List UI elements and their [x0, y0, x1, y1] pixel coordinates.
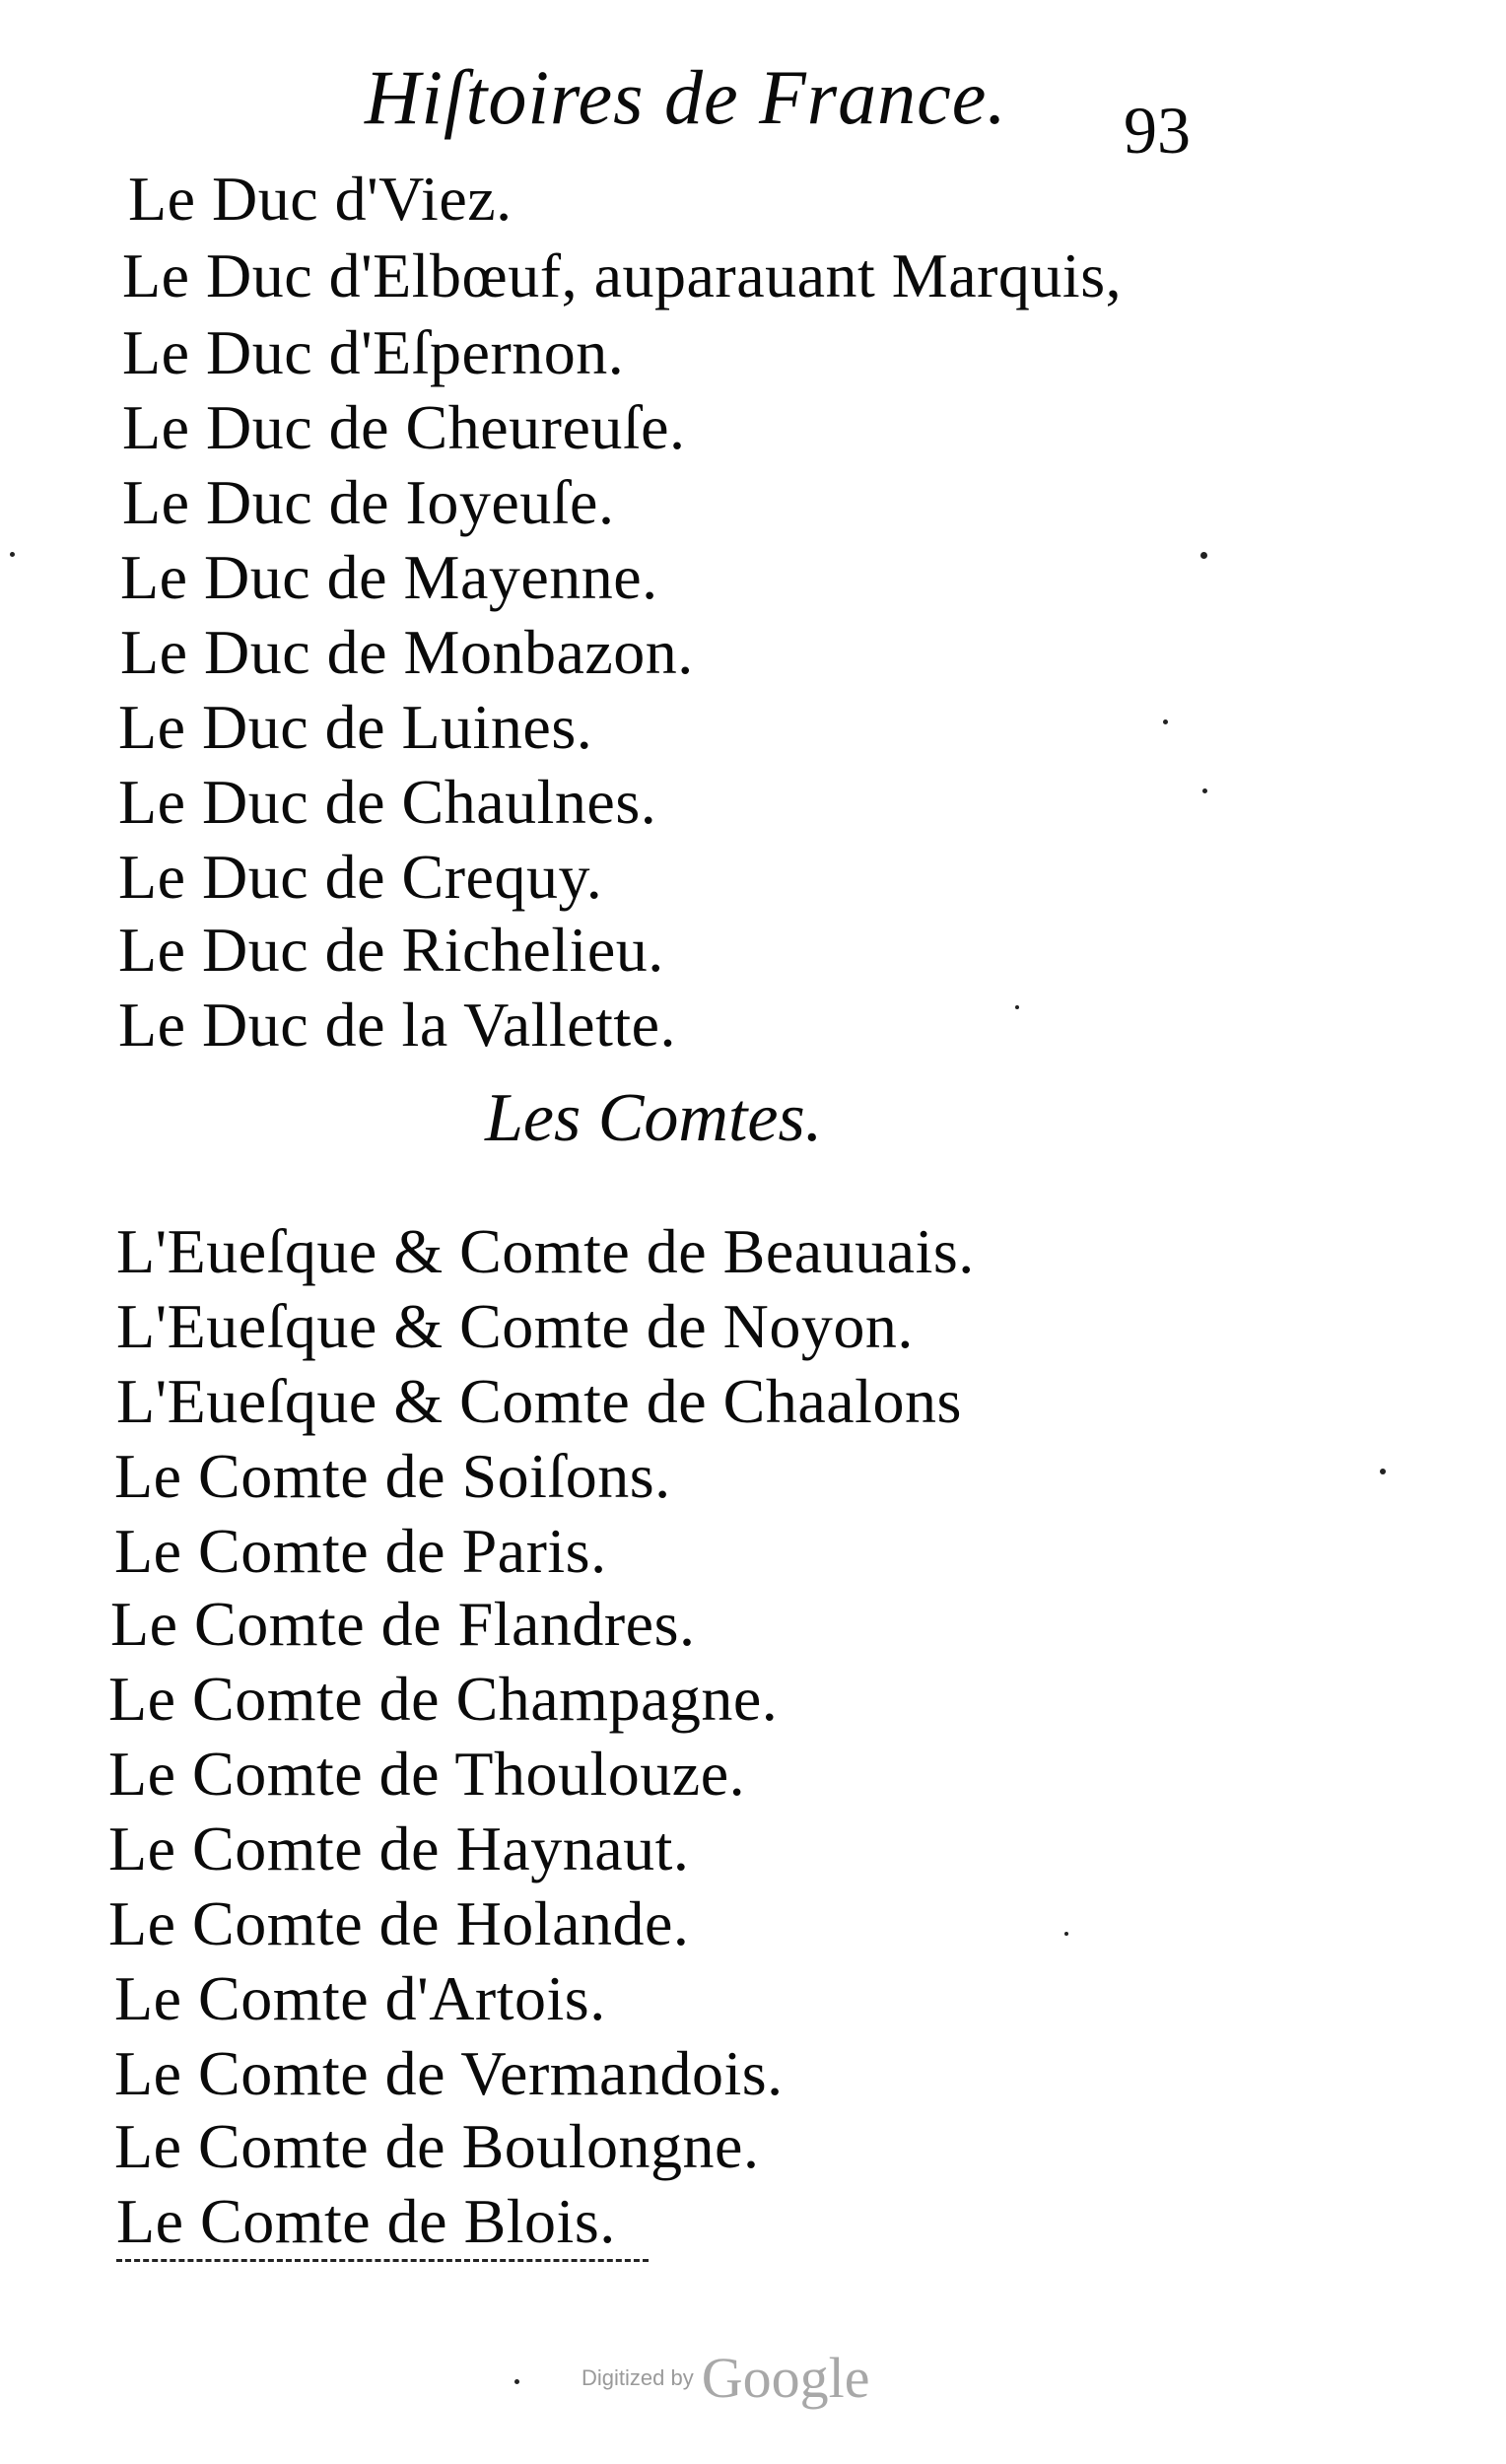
comte-entry: L'Eueſque & Comte de Beauuais. — [116, 1216, 975, 1286]
ink-speck — [10, 552, 15, 557]
comte-entry: Le Comte d'Artois. — [114, 1963, 606, 2033]
duc-entry: Le Duc de Cheureuſe. — [122, 392, 686, 462]
duc-entry: Le Duc de Ioyeuſe. — [122, 467, 615, 537]
comte-entry: Le Comte de Flandres. — [110, 1589, 696, 1659]
ink-speck — [1380, 1469, 1386, 1474]
duc-entry: Le Duc de Crequy. — [118, 842, 603, 912]
ink-speck — [1015, 1005, 1019, 1009]
page-number: 93 — [1124, 93, 1191, 168]
comte-entry: Le Comte de Thoulouze. — [108, 1739, 746, 1809]
comte-entry: Le Comte de Vermandois. — [114, 2038, 784, 2108]
ink-speck — [1064, 1932, 1068, 1936]
comte-entry: L'Eueſque & Comte de Chaalons — [116, 1366, 962, 1436]
ink-speck — [1163, 719, 1168, 724]
duc-entry: Le Duc de la Vallette. — [118, 990, 677, 1060]
ink-speck — [514, 2379, 519, 2384]
digitized-watermark — [582, 2346, 870, 2410]
comte-entry: Le Comte de Champagne. — [108, 1664, 779, 1734]
bottom-rule — [116, 2259, 649, 2262]
comte-entry: Le Comte de Soiſons. — [114, 1441, 671, 1511]
comte-entry: Le Comte de Paris. — [114, 1516, 607, 1586]
duc-entry: Le Duc d'Eſpernon. — [122, 317, 625, 387]
duc-entry: Le Duc de Chaulnes. — [118, 767, 657, 837]
comte-entry: Le Comte de Blois. — [116, 2186, 616, 2256]
running-title: Hiſtoires de France. — [365, 54, 1007, 140]
duc-entry: Le Duc de Luines. — [118, 692, 593, 762]
ink-speck — [1202, 788, 1207, 793]
ink-speck — [1200, 552, 1207, 559]
duc-entry: Le Duc d'Viez. — [128, 164, 513, 234]
comte-entry: L'Eueſque & Comte de Noyon. — [116, 1291, 914, 1361]
comte-entry: Le Comte de Holande. — [108, 1888, 690, 1958]
duc-entry: Le Duc de Mayenne. — [120, 542, 658, 612]
comtes-heading: Les Comtes. — [485, 1080, 823, 1156]
google-logo: Google — [701, 2346, 870, 2410]
comte-entry: Le Comte de Haynaut. — [108, 1814, 690, 1883]
digitized-by-label: Digitized by — [582, 2365, 694, 2390]
comte-entry: Le Comte de Boulongne. — [114, 2111, 760, 2181]
duc-entry: Le Duc de Monbazon. — [120, 617, 694, 687]
duc-entry: Le Duc d'Elbœuf, auparauant Marquis, — [122, 240, 1123, 310]
duc-entry: Le Duc de Richelieu. — [118, 915, 664, 985]
